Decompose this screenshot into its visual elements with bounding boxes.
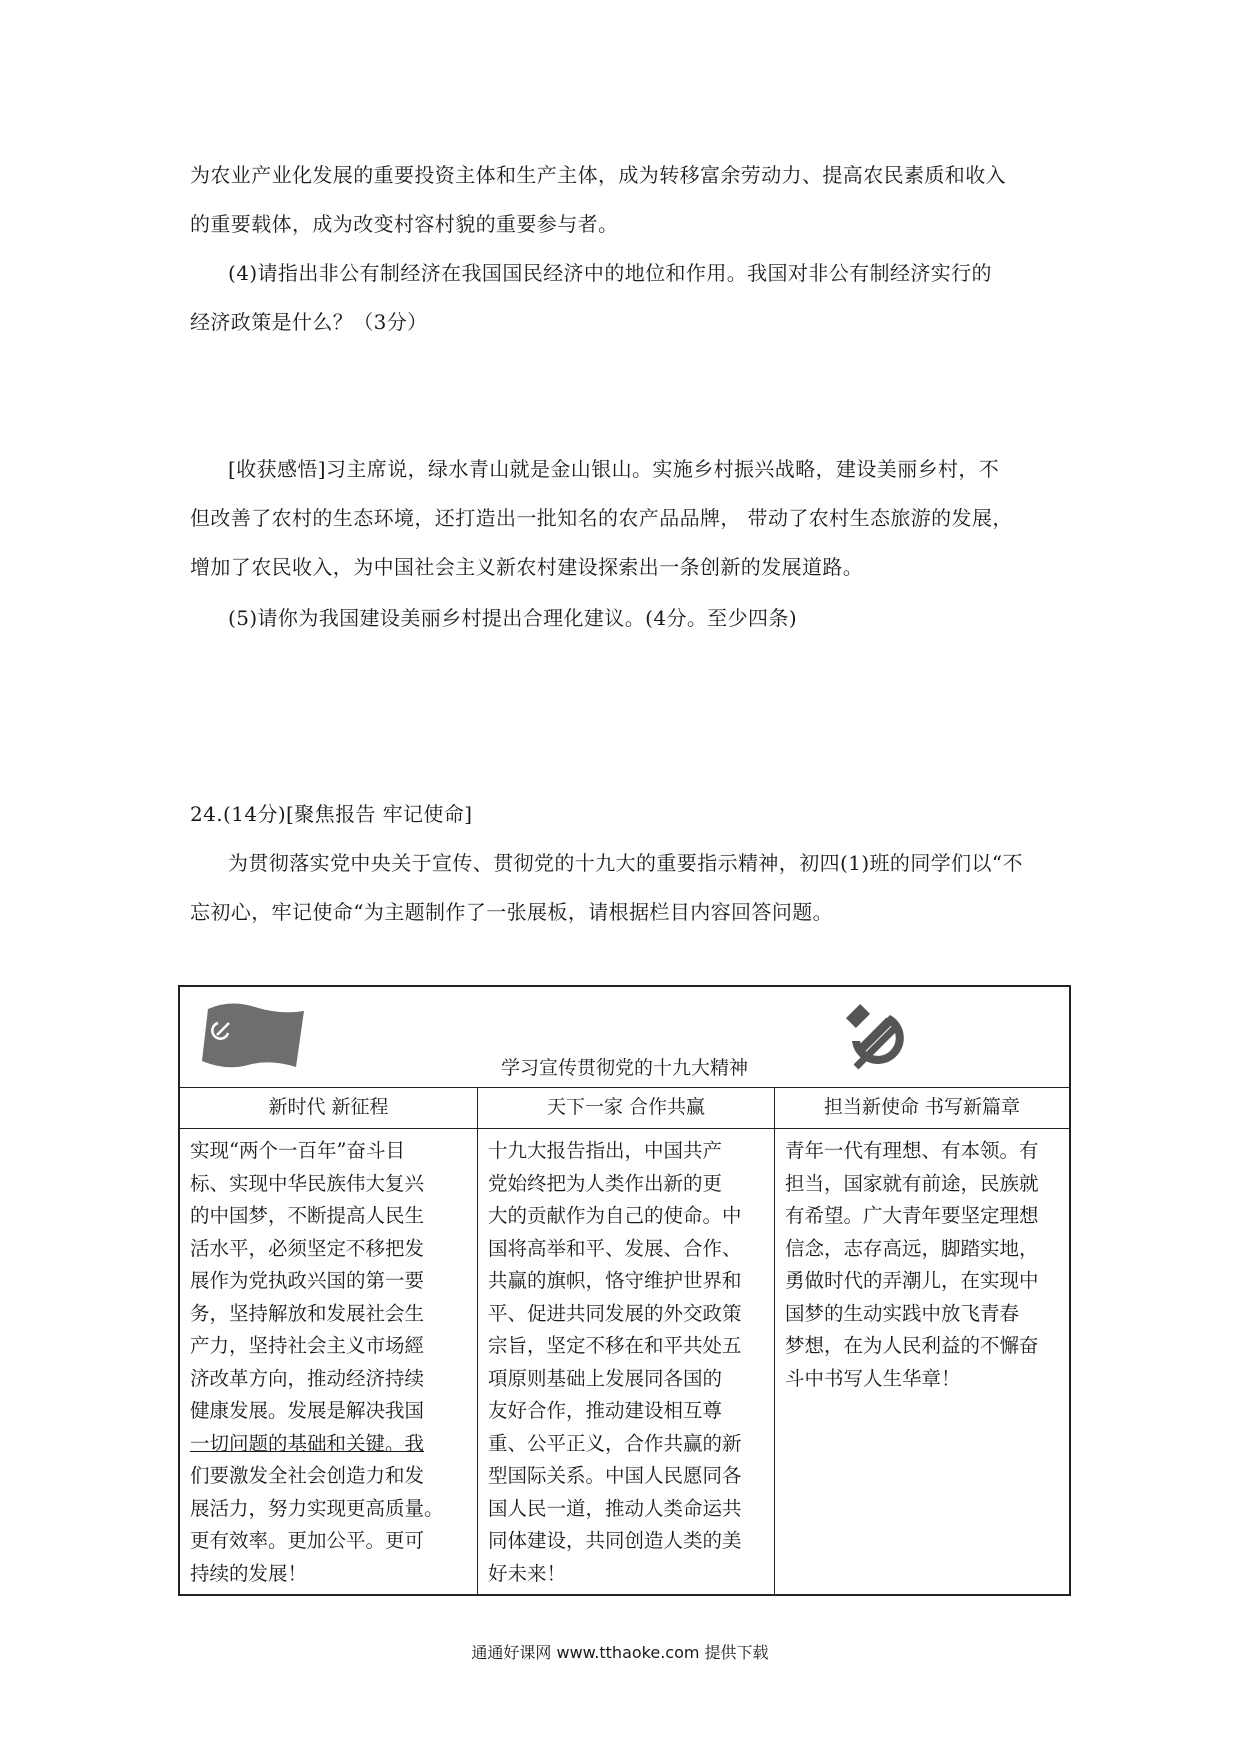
line-1: 为农业产业化发展的重要投资主体和生产主体，成为转移富余劳动力、提高农民素质和收入 (190, 163, 1006, 187)
text-line: 健康发展。发展是解决我国 (190, 1399, 425, 1422)
text-line: 们要激发全社会创造力和发 (190, 1464, 425, 1487)
text-line: 好未来！ (488, 1561, 567, 1585)
intro-line-2: 忘初心，牢记使命“为主题制作了一张展板，请根据栏目内容回答问题。 (190, 900, 834, 924)
text-line-underlined: 一切问题的基础和关键。我 (190, 1431, 425, 1455)
intro-line-1: 为贯彻落实党中央关于宣传、贯彻党的十九大的重要指示精神，初四(1)班的同学们以“不 (228, 851, 1023, 875)
text-line: 大的贡献作为自己的使命。中 (488, 1204, 742, 1227)
line-4: 经济政策是什么？（3分） (190, 310, 428, 334)
column-heading: 天下一家 合作共赢 (478, 1087, 774, 1129)
question-4: (4)请指出非公有制经济在我国国民经济中的地位和作用。我国对非公有制经济实行的 (228, 261, 992, 285)
text-line: 产力，坚持社会主义市场經 (190, 1334, 425, 1357)
column-heading: 新时代 新征程 (180, 1087, 477, 1129)
column-text (775, 1129, 1069, 1395)
text-line: 党始终把为人类作出新的更 (488, 1171, 723, 1195)
text-line: 国人民一道，推动人类命运共 (488, 1496, 742, 1520)
text-line: 担当，国家就有前途，民族就 (785, 1171, 1039, 1195)
text-line: 同体建设，共同创造人类的美 (488, 1529, 742, 1552)
footer-watermark: 通通好课网 www.tthaoke.com 提供下载 (471, 1643, 769, 1662)
line-2: 的重要载体，成为改变村容村貌的重要参与者。 (190, 212, 619, 236)
question-24-heading: 24.(14分)[聚焦报告 牢记使命] (190, 802, 473, 826)
board-title: 学习宣传贯彻党的十九大精神 (500, 1057, 748, 1079)
text-line: 实现“两个一百年”奋斗目 (190, 1139, 405, 1162)
harvest-paragraph: [收获感悟]习主席说，绿水青山就是金山银山。实施乡村振兴战略，建设美丽乡村，不 (228, 457, 1000, 481)
column-heading: 担当新使命 书写新篇章 (775, 1087, 1069, 1129)
text-line: 活水平，必须坚定不移把发 (190, 1236, 425, 1260)
line-7: 增加了农民收入，为中国社会主义新农村建设探索出一条创新的发展道路。 (190, 555, 864, 579)
column-new-mission (775, 1087, 1069, 1594)
column-text (478, 1129, 774, 1590)
text-line: 国梦的生动实践中放飞青春 (785, 1301, 1020, 1325)
text-line: 务，坚持解放和发展社会生 (190, 1301, 425, 1325)
text-line: 信念，志存高远，脚踏实地， (785, 1236, 1039, 1260)
text-line: 友好合作，推动建设相互尊 (488, 1399, 723, 1422)
text-line: 宗旨，坚定不移在和平共处五 (488, 1334, 742, 1357)
text-line: 有希望。广大青年要坚定理想 (785, 1204, 1039, 1227)
column-new-era (180, 1087, 478, 1594)
text-line: 重、公平正义，合作共赢的新 (488, 1431, 742, 1455)
text-line: 持续的发展！ (190, 1561, 308, 1585)
text-line: 梦想，在为人民利益的不懈奋 (785, 1334, 1039, 1357)
text-line: 济改革方向，推动经济持续 (190, 1366, 425, 1390)
text-line: 展作为党执政兴国的第一要 (190, 1269, 425, 1292)
text-line: 更有效率。更加公平。更可 (190, 1529, 425, 1552)
text-line: 型国际关系。中国人民愿同各 (488, 1464, 742, 1487)
text-line: 項原则基础上发展同各国的 (488, 1366, 723, 1390)
line-6: 但改善了农村的生态环境，还打造出一批知名的农产品品牌， 带动了农村生态旅游的发展， (190, 506, 1013, 530)
text-line: 国将高举和平、发展、合作、 (488, 1236, 742, 1260)
text-line: 平、促进共同发展的外交政策 (488, 1301, 742, 1325)
text-line: 十九大报告指出，中国共产 (488, 1139, 723, 1162)
question-5: (5)请你为我国建设美丽乡村提出合理化建议。(4分。至少四条) (228, 606, 798, 630)
text-line: 勇做时代的弄潮儿，在实现中 (785, 1269, 1039, 1292)
text-line: 标、实现中华民族伟大复兴 (190, 1171, 425, 1195)
display-board (178, 985, 1071, 1596)
text-line: 的中国梦，不断提高人民生 (190, 1204, 425, 1227)
board-header (180, 987, 1069, 1088)
column-text (180, 1129, 477, 1590)
text-line: 展活力，努力实现更高质量。 (190, 1496, 444, 1520)
text-line: 青年一代有理想、有本领。有 (785, 1139, 1039, 1162)
column-world-family (478, 1087, 775, 1594)
text-line: 斗中书写人生华章！ (785, 1366, 961, 1390)
text-line: 共赢的旗帜，恪守维护世界和 (488, 1269, 742, 1292)
